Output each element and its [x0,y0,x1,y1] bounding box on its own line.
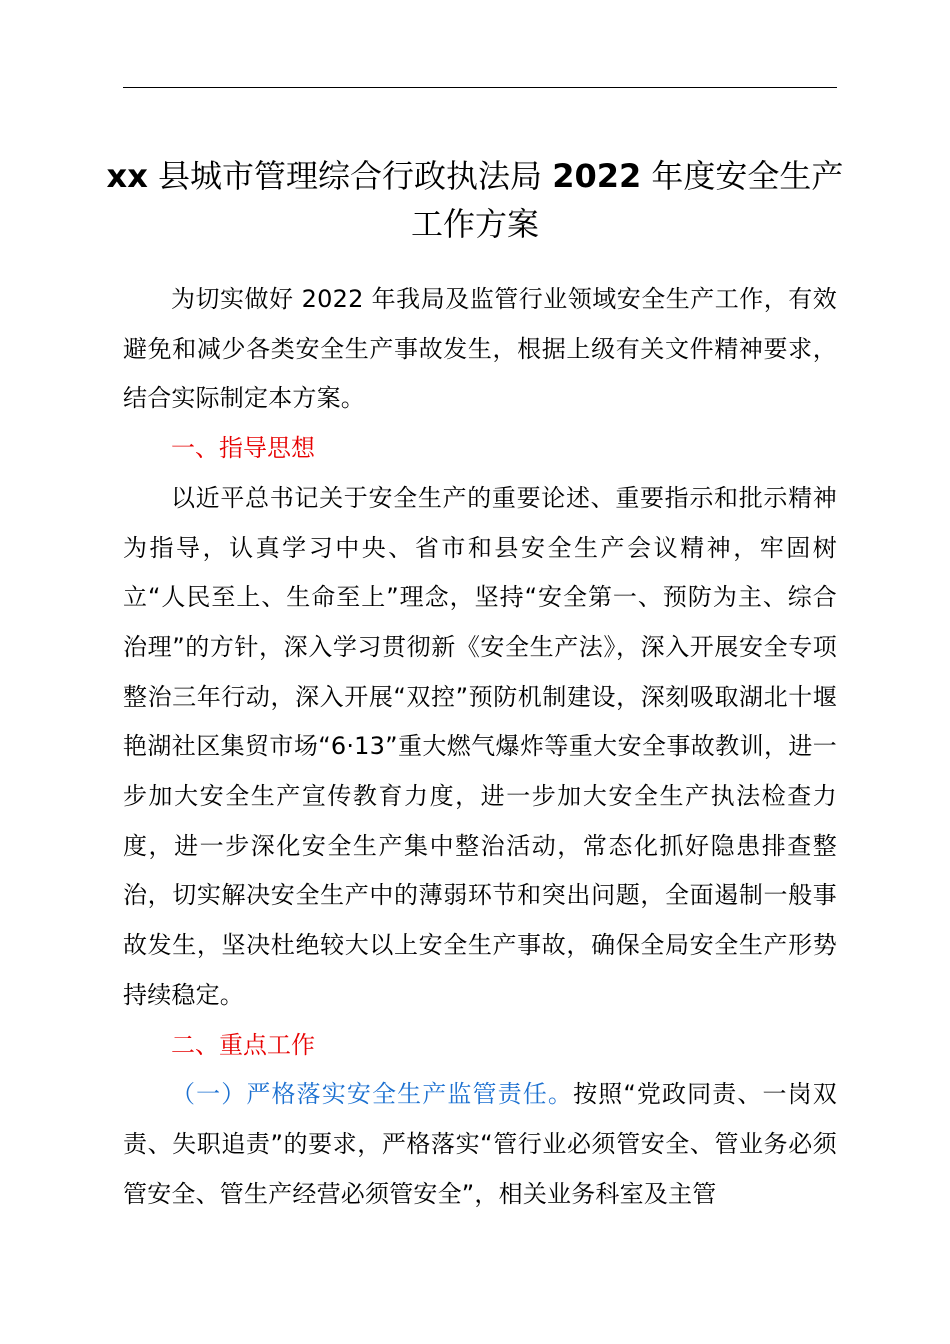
section-2-heading: 二、重点工作 [171,1030,315,1059]
section-1-heading: 一、指导思想 [171,434,315,463]
title-part-1: xx [106,157,148,195]
subsection-1-heading: （一）严格落实安全生产监管责任。 [171,1080,574,1109]
subsection-1-body: 按照“党政同责、一岗双责、失职追责”的要求，严格落实“管行业必须管安全、管业务必须管安全、管生产经营必须管安全”，相关业务科室及主管 [123,1080,838,1208]
section-1-body: 以近平总书记关于安全生产的重要论述、重要指示和批示精神为指导，认真学习中央、省市和县安全生产会议精神，牢固树立“人民至上、生命至上”理念，坚持“安全第一、预防为主、综合治理”的方针，深入学习贯彻新《安全生产法》，深入开展安全专项整治三年行动，深入开展“双控”预防机制建设，深刻吸取湖北十堰艳湖社区集贸市场“6·13”重大燃气爆炸等重大安全事故教训，进一步加大安全生产宣传教育力度，进一步加大安全生产执法检查力度，进一步深化安全生产集中整治活动，常态化抓好隐患排查整治，切实解决安全生产中的薄弱环节和突出问题，全面遏制一般事故发生，坚决杜绝较大以上安全生产事故，确保全局安全生产形势持续稳定。 [123,483,837,1009]
document-title [100,152,850,248]
subsection-1-paragraph [123,1070,837,1219]
top-rule [123,87,837,88]
title-part-4: 年度安全生产工作方案 [410,157,844,243]
intro-paragraph: 为切实做好 2022 年我局及监管行业领域安全生产工作，有效避免和减少各类安全生产事故发生，根据上级有关文件精神要求，结合实际制定本方案。 [123,285,837,413]
document-body [123,275,837,1219]
title-part-2: 县城市管理综合行政执法局 [147,157,553,195]
title-year: 2022 [552,157,642,195]
